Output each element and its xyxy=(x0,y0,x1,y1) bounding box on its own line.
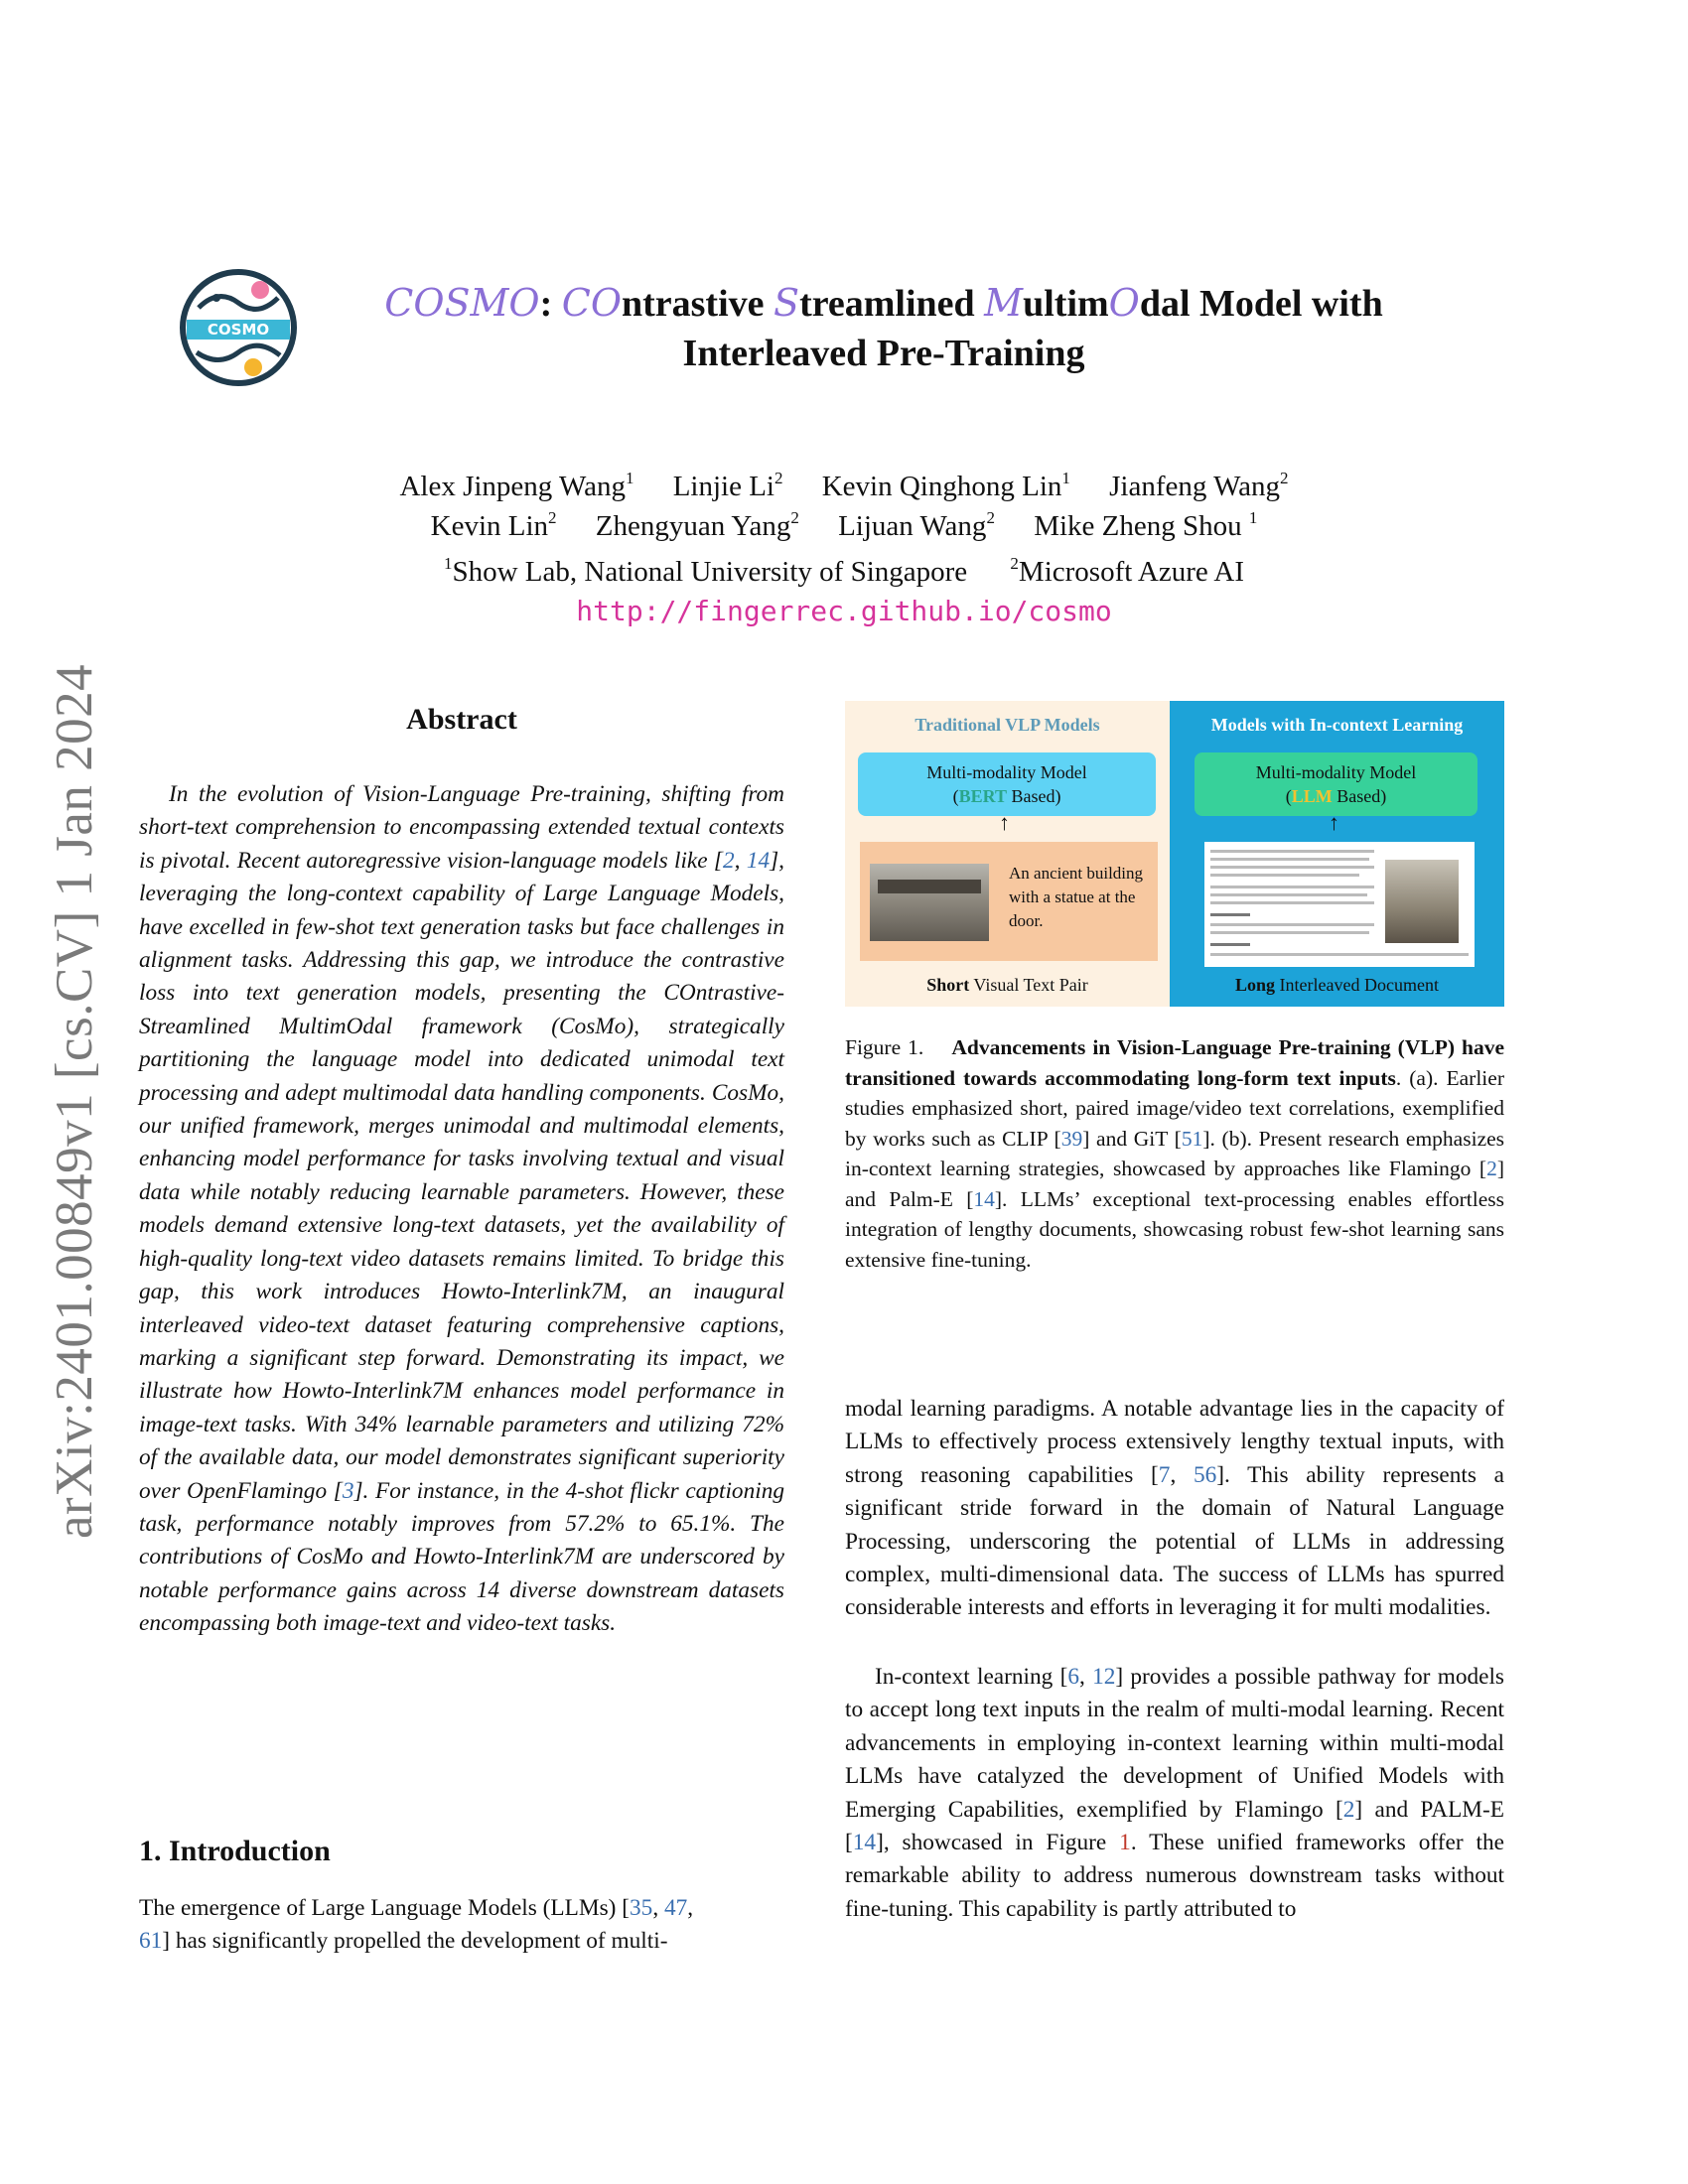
author-list xyxy=(218,467,1470,546)
citation-link[interactable]: 12 xyxy=(1092,1664,1116,1690)
body-paragraph: modal learning paradigms. A notable advantage lies in the capacity of LLMs to effectively process extensively lengthy textual inputs, with strong reasoning capabilities [7, 56]. This ability represents a significant stride forward in the domain of Natural Language Processing, underscoring the potential of LLMs in addressing complex, multi-dimensional data. The success of LLMs has spurred considerable interests and efforts in leveraging it for multi modalities. xyxy=(845,1396,1504,1621)
citation-link[interactable]: 14 xyxy=(746,847,771,874)
figure-caption: Figure 1. Advancements in Vision-Language Pre-training (VLP) have transitioned towards accommodating long-form text inputs. (a). Earlier studies emphasized short, paired image/video text correlations, exemplified by works such as CLIP [39] and GiT [51]. (b). Present research emphasizes in-context learning strategies, showcased by approaches like Flamingo [2] and Palm-E [14]. LLMs’ exceptional text-processing enables effortless integration of lengthy documents, showcasing robust few-shot learning sans extensive fine-tuning. xyxy=(845,1035,1505,1272)
in-context-panel xyxy=(1170,701,1504,1007)
affiliations: $^1$Show Lab, National University of Singapore $^2$Microsoft Azure AI xyxy=(443,554,1245,588)
citation-link[interactable]: 35 xyxy=(630,1895,653,1921)
svg-text:COSMO: COSMO xyxy=(207,321,270,339)
body-paragraph: In-context learning [6, 12] provides a possible pathway for models to accept long text inputs in the realm of multi-modal learning. Recent advancements in employing in-context learning within multi-modal LLMs have catalyzed the development of Unified Models with Emerging Capabilities, exemplified by Flamingo [2] and PALM-E [14], showcased in Figure 1. These unified frameworks offer the remarkable ability to address numerous downstream tasks without fine-tuning. This capability is partly attributed to xyxy=(845,1664,1504,1922)
author: Alex Jinpeng Wang$^1$ xyxy=(399,469,634,502)
author: Linjie Li$^2$ xyxy=(672,469,783,502)
citation-link[interactable]: 6 xyxy=(1067,1664,1079,1690)
section-heading-introduction: 1. Introduction xyxy=(139,1835,331,1867)
citation-link[interactable]: 51 xyxy=(1181,1126,1203,1151)
author: Kevin Lin$^2$ xyxy=(430,508,557,542)
intro-paragraph: The emergence of Large Language Models (LLMs) [35, 47, 61] has significantly propelled the development of multi- xyxy=(139,1895,694,1955)
panel-title: Traditional VLP Models xyxy=(914,715,1100,735)
citation-link[interactable]: 3 xyxy=(342,1477,354,1504)
citation-link[interactable]: 47 xyxy=(663,1895,688,1921)
traditional-vlp-panel xyxy=(845,701,1170,1007)
citation-link[interactable]: 14 xyxy=(852,1830,877,1856)
cosmo-logo xyxy=(179,268,298,387)
interleaved-document-thumbnail xyxy=(1204,842,1475,967)
project-url-link[interactable]: http://fingerrec.github.io/cosmo xyxy=(576,595,1112,627)
citation-link[interactable]: 56 xyxy=(1193,1461,1217,1488)
figure-1 xyxy=(845,701,1504,1007)
citation-link[interactable]: 2 xyxy=(1342,1796,1355,1823)
citation-link[interactable]: 14 xyxy=(973,1186,995,1211)
arrow-up-icon: ↑ xyxy=(1329,810,1339,835)
ancient-building-photo xyxy=(870,864,989,941)
citation-link[interactable]: 7 xyxy=(1158,1461,1171,1488)
figure-link[interactable]: 1 xyxy=(1119,1830,1131,1856)
visual-text-pair xyxy=(860,842,1158,961)
paper-title: COSMO: COntrastive Streamlined MultimOdal Model with Interleaved Pre-Training xyxy=(384,281,1383,374)
citation-link[interactable]: 2 xyxy=(723,847,735,874)
title-acronym: COSMO xyxy=(384,281,540,325)
citation-link[interactable]: 2 xyxy=(1486,1157,1497,1180)
title-line2: Interleaved Pre-Training xyxy=(682,333,1085,374)
abstract-heading: Abstract xyxy=(406,703,517,736)
abstract-text: In the evolution of Vision-Language Pre-training, shifting from short-text comprehension to encompassing extended textual contexts is pivotal. Recent autoregressive vision-language models like [2, 14], leveraging the long-context capability of Large Language Models, have excelled in few-shot text generation tasks but face challenges in alignment tasks. Addressing this gap, we introduce the contrastive loss into text generation models, presenting the COntrastive-Streamlined MultimOdal framework (CosMo), strategically partitioning the language model into dedicated unimodal text processing and adept multimodal data handling components. CosMo, our unified framework, merges unimodal and multimodal elements, enhancing model performance for tasks involving textual and visual data while notably reducing learnable parameters. However, these models demand extensive long-text datasets, yet the availability of high-quality long-text video datasets remains limited. To bridge this gap, this work introduces Howto-Interlink7M, an inaugural interleaved video-text dataset featuring comprehensive captions, marking a significant step forward. Demonstrating its impact, we illustrate how Howto-Interlink7M enhances model performance in image-text tasks. With 34% learnable parameters and utilizing 72% of the available data, our model demonstrates significant superiority over OpenFlamingo [3]. For instance, in the 4-shot flickr captioning task, performance notably improves from 57.2% to 65.1%. The contributions of CosMo and Howto-Interlink7M are underscored by notable performance gains across 14 diverse downstream datasets encompassing both image-text and video-text tasks. xyxy=(139,781,784,1637)
author: Lijuan Wang$^2$ xyxy=(838,508,995,542)
panel-caption: Short Visual Text Pair xyxy=(926,975,1088,995)
arxiv-stamp: arXiv:2401.00849v1 [cs.CV] 1 Jan 2024 xyxy=(46,663,103,1539)
panel-caption: Long Interleaved Document xyxy=(1235,975,1439,995)
bert-model-box: Multi-modality Model (BERT Based) xyxy=(858,752,1156,816)
author: Mike Zheng Shou $^1$ xyxy=(1034,508,1258,542)
panel-title: Models with In-context Learning xyxy=(1210,715,1464,735)
author: Kevin Qinghong Lin$^1$ xyxy=(821,469,1070,502)
author: Jianfeng Wang$^2$ xyxy=(1109,469,1289,502)
arrow-up-icon: ↑ xyxy=(999,810,1010,835)
document-image xyxy=(1385,860,1459,943)
pair-caption: An ancient building with a statue at the door. xyxy=(1009,864,1144,930)
llm-model-box: Multi-modality Model (LLM Based) xyxy=(1195,752,1477,816)
citation-link[interactable]: 61 xyxy=(139,1928,163,1955)
author: Zhengyuan Yang$^2$ xyxy=(595,508,799,542)
citation-link[interactable]: 39 xyxy=(1060,1126,1083,1151)
